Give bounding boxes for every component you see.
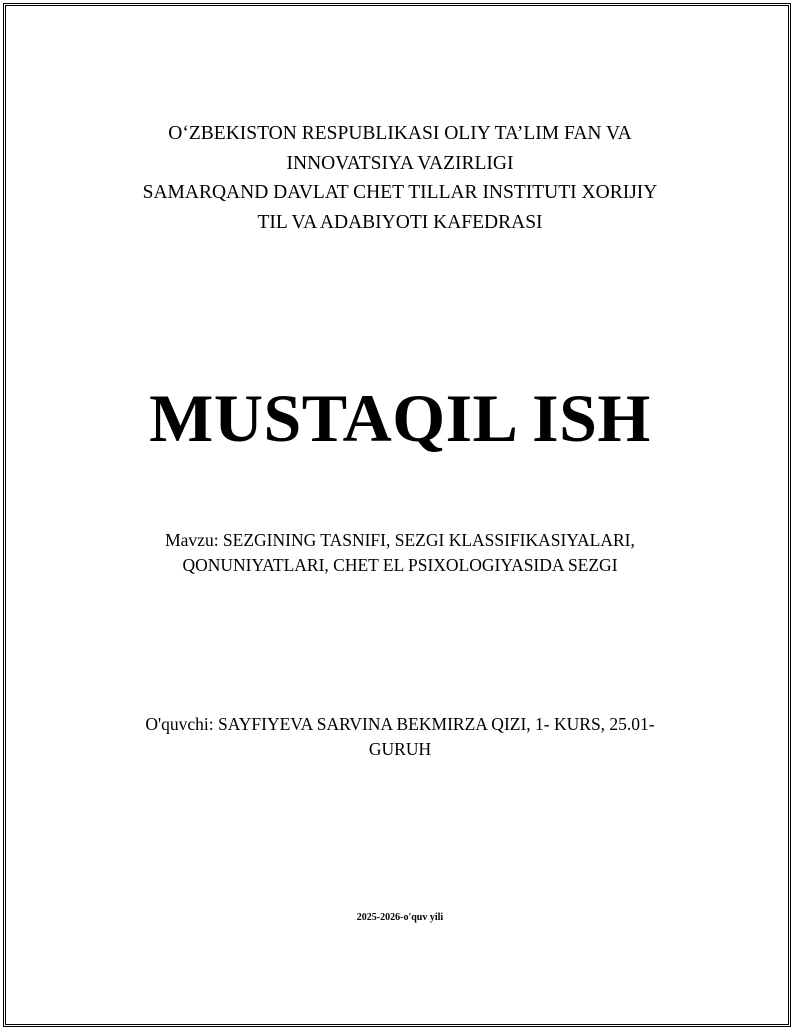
topic [0, 528, 800, 577]
student-line-2: GURUH [368, 738, 432, 759]
header-line-4: TIL VA ADABIYOTI KAFEDRASI [257, 211, 543, 233]
header-line-3: SAMARQAND DAVLAT CHET TILLAR INSTITUTI XORIJIY [142, 182, 658, 203]
header-line-1: O‘ZBEKISTON RESPUBLIKASI OLIY TA’LIM FAN VA [168, 123, 632, 144]
header-line-2: INNOVATSIYA VAZIRLIGI [286, 152, 514, 174]
document-title: MUSTAQIL ISH [149, 380, 651, 456]
topic-line-1: Mavzu: SEZGINING TASNIFI, SEZGI KLASSIFIKASIYALARI, [165, 530, 635, 550]
student-line-1: O'quvchi: SAYFIYEVA SARVINA BEKMIRZA QIZI, 1- KURS, 25.01- [145, 714, 655, 734]
ministry-header [0, 119, 800, 237]
topic-line-2: QONUNIYATLARI, CHET EL PSIXOLOGIYASIDA SEZGI [182, 554, 618, 575]
student-info [0, 712, 800, 761]
academic-year: 2025-2026-o'quv yili [356, 912, 444, 923]
